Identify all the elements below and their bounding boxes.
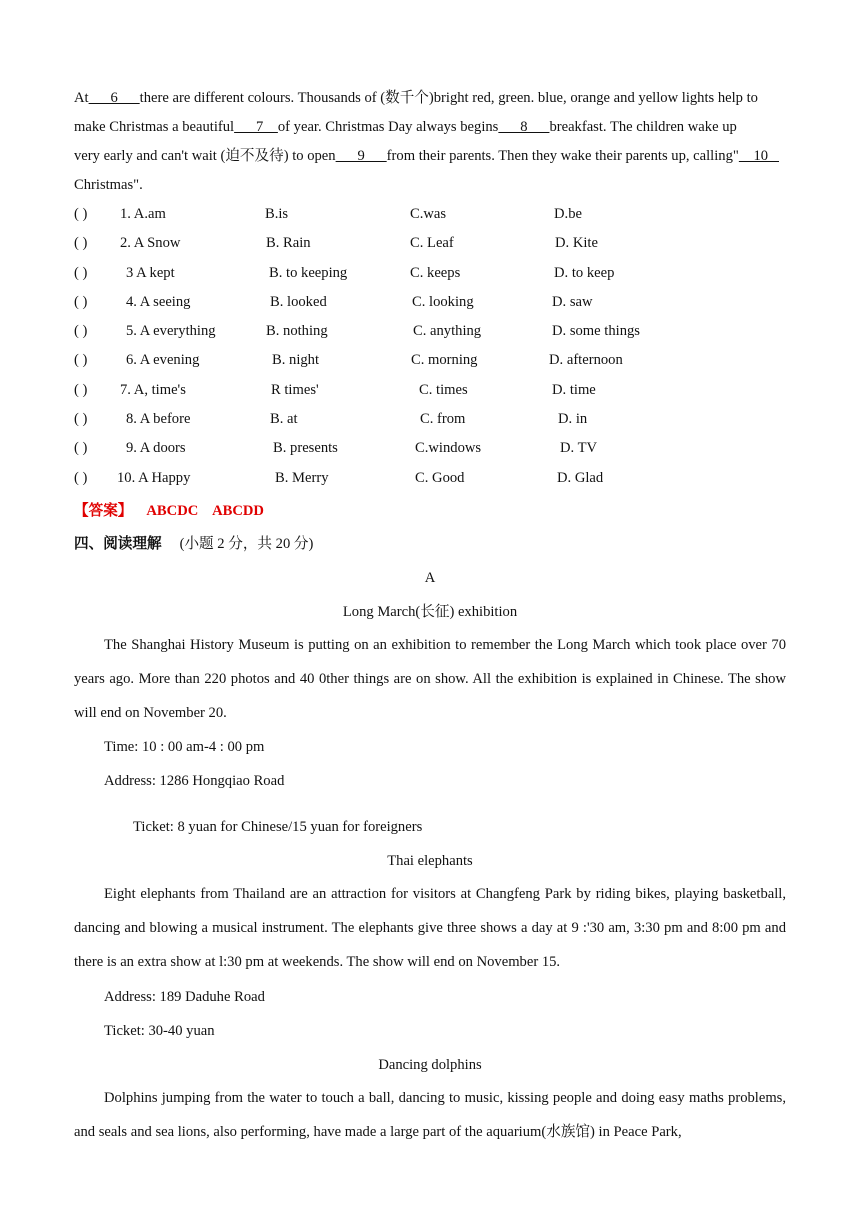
option-a: 9. A doors	[126, 440, 186, 457]
option-b: B. looked	[270, 293, 327, 310]
ad-title: Thai elephants	[387, 853, 473, 870]
option-d: D. TV	[560, 440, 598, 457]
answer-key	[74, 495, 786, 527]
cloze-text: breakfast. The children wake up	[549, 119, 737, 135]
question-row	[74, 434, 786, 463]
blank-9: 9	[335, 148, 387, 164]
section-note: (小题 2 分，共 20 分)	[179, 535, 314, 552]
option-c: C. Leaf	[410, 235, 454, 252]
option-c: C. keeps	[410, 264, 461, 281]
ad-address: Address: 189 Daduhe Road	[104, 988, 265, 1005]
question-row	[74, 259, 786, 288]
question-row	[74, 200, 786, 229]
option-b: B. at	[270, 411, 298, 428]
option-d: D. Glad	[557, 469, 604, 486]
option-d: D. saw	[552, 293, 593, 310]
option-c: C.was	[410, 206, 447, 222]
blank-8: 8	[498, 119, 550, 135]
option-b: B. Rain	[266, 235, 311, 252]
cloze-text: very early and can't wait (迫不及待) to open	[74, 148, 336, 164]
cloze-line	[74, 113, 786, 142]
cloze-text: there are different colours. Thousands of (数千个)bright red, green. blue, orange and yellow lights help to	[139, 90, 758, 106]
option-b: R times'	[271, 381, 319, 398]
passage-letter: A	[424, 569, 436, 586]
blank-10: 10	[738, 148, 779, 164]
option-a: 2. A Snow	[120, 235, 181, 252]
question-row	[74, 229, 786, 258]
option-a: 6. A evening	[126, 352, 200, 369]
option-b: B. nothing	[266, 323, 328, 340]
options-list	[74, 200, 786, 493]
answer-paren: ( )	[74, 469, 88, 486]
option-a: 10. A Happy	[117, 469, 191, 486]
question-row	[74, 376, 786, 405]
option-c: C. looking	[412, 293, 474, 310]
cloze-text: from their parents. Then they wake their parents up, calling"	[386, 148, 739, 164]
option-b: B. to keeping	[269, 264, 348, 281]
answer-paren: ( )	[74, 206, 88, 222]
answer-paren: ( )	[74, 264, 88, 281]
ad-body: The Shanghai History Museum is putting on an exhibition to remember the Long March which took place over 70 years ago. More than 220 photos and 40 0ther things are on show. All the exhibition is explained in Chinese. The show will end on November 20.	[74, 636, 786, 721]
answer-paren: ( )	[74, 352, 88, 369]
option-c: C. morning	[411, 352, 478, 369]
ad-body: Dolphins jumping from the water to touch a ball, dancing to music, kissing people and doing easy maths problems, and seals and sea lions, also performing, have made a large part of the aquarium(水族馆) in Peace Park,	[74, 1089, 786, 1140]
ad-body: Eight elephants from Thailand are an attraction for visitors at Changfeng Park by riding bikes, playing basketball, dancing and blowing a musical instrument. The elephants give three shows a day at 9 :'30 am, 3:30 pm and 8:00 pm and there is an extra show at l:30 pm at weekends. The show will end on November 15.	[74, 886, 786, 970]
document-page	[74, 84, 786, 1149]
ad-title: Long March(长征) exhibition	[342, 603, 518, 620]
cloze-text: make Christmas a beautiful	[74, 119, 235, 135]
question-row	[74, 346, 786, 375]
option-d: D.be	[554, 206, 582, 222]
option-b: B. Merry	[275, 469, 329, 486]
answer-paren: ( )	[74, 293, 88, 310]
answer-paren: ( )	[74, 440, 88, 457]
blank-6: 6	[88, 90, 140, 106]
option-d: D. some things	[552, 323, 640, 340]
cloze-line	[74, 142, 786, 171]
section-heading	[74, 527, 786, 561]
answer-value: ABCDC ABCDD	[146, 502, 264, 519]
option-d: D. in	[558, 411, 588, 428]
section-title: 四、阅读理解	[74, 535, 162, 552]
option-a: 3 A kept	[126, 264, 175, 281]
cloze-line	[74, 171, 786, 200]
question-row	[74, 464, 786, 493]
ad-ticket: Ticket: 30-40 yuan	[104, 1022, 215, 1039]
cloze-line	[74, 84, 786, 113]
ad-time: Time: 10 : 00 am-4 : 00 pm	[104, 739, 265, 756]
option-c: C. from	[420, 411, 466, 428]
option-b: B. presents	[273, 440, 338, 457]
option-a: 8. A before	[126, 411, 191, 428]
option-b: B.is	[265, 206, 289, 222]
option-c: C.windows	[415, 440, 482, 457]
option-d: D. Kite	[555, 235, 598, 252]
option-a: 1. A.am	[120, 206, 166, 222]
question-row	[74, 317, 786, 346]
option-d: D. to keep	[554, 264, 615, 281]
option-b: B. night	[272, 352, 320, 369]
answer-paren: ( )	[74, 235, 88, 252]
cloze-text: of year. Christmas Day always begins	[277, 119, 499, 135]
cloze-passage	[74, 84, 786, 200]
cloze-text: At	[74, 90, 89, 106]
question-row	[74, 405, 786, 434]
option-d: D. time	[552, 381, 596, 398]
answer-label: 【答案】	[74, 502, 133, 519]
option-a: 7. A, time's	[120, 381, 186, 398]
answer-paren: ( )	[74, 411, 88, 428]
option-d: D. afternoon	[549, 352, 623, 369]
answer-paren: ( )	[74, 323, 88, 340]
option-a: 5. A everything	[126, 323, 216, 340]
blank-7: 7	[234, 119, 278, 135]
option-a: 4. A seeing	[126, 293, 191, 310]
cloze-text: Christmas".	[74, 177, 143, 193]
option-c: C. anything	[413, 323, 482, 340]
question-row	[74, 288, 786, 317]
ad-title: Dancing dolphins	[378, 1056, 482, 1073]
ad-address: Address: 1286 Hongqiao Road	[104, 773, 285, 790]
option-c: C. Good	[415, 469, 465, 486]
option-c: C. times	[419, 381, 468, 398]
ad-ticket: Ticket: 8 yuan for Chinese/15 yuan for foreigners	[133, 819, 423, 836]
answer-paren: ( )	[74, 381, 88, 398]
